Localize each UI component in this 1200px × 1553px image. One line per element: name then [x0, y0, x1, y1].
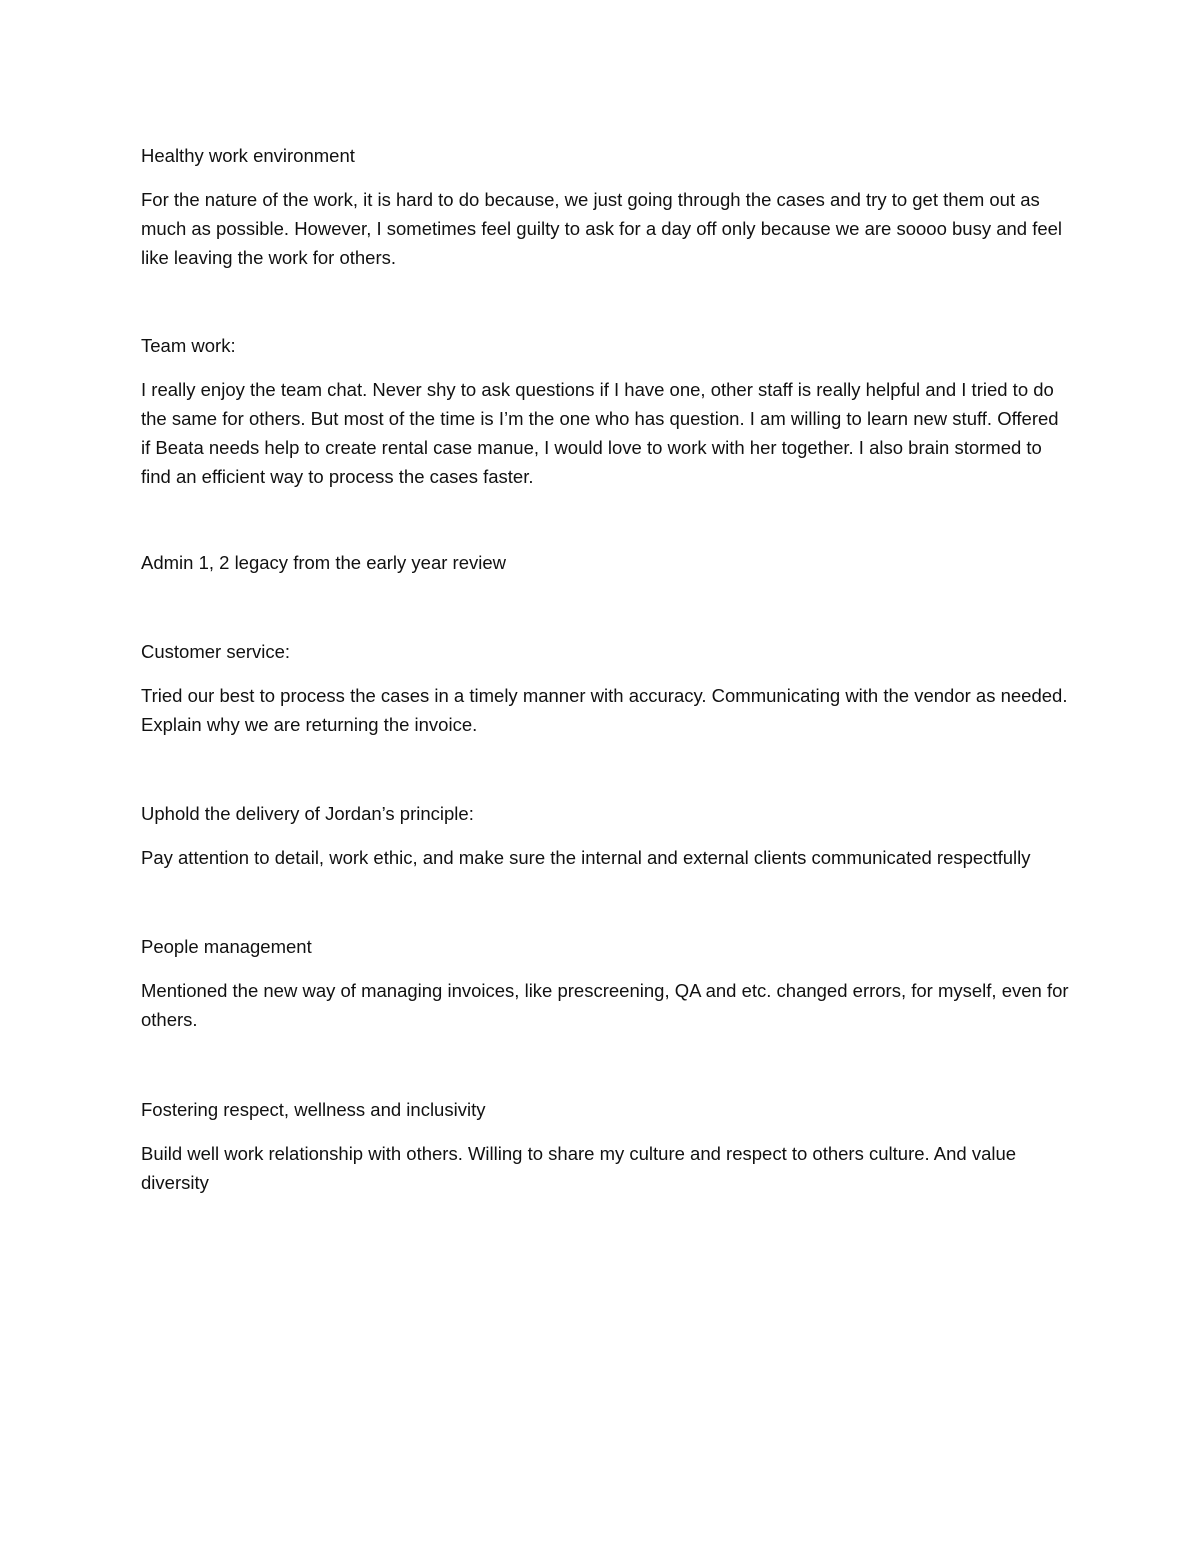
section-paragraph: I really enjoy the team chat. Never shy to ask questions if I have one, other staff is really helpful and I tried to do the same for others. But most of the time is I’m the one who has question. I am willing to learn new stuff. Offered if Beata needs help to create rental case manue, I would love to work with her together. I also brain stormed to find an efficient way to process the cases faster.	[141, 379, 1059, 487]
section-customer-service	[141, 637, 1069, 739]
section-heading: Admin 1, 2 legacy from the early year review	[141, 552, 507, 573]
section-paragraph: Tried our best to process the cases in a timely manner with accuracy. Communicating with the vendor as needed. Explain why we are returning the invoice.	[141, 685, 1068, 735]
section-admin	[141, 548, 1069, 577]
section-heading: Healthy work environment	[141, 145, 355, 166]
section-paragraph: Pay attention to detail, work ethic, and make sure the internal and external clients communicated respectfully	[141, 847, 1031, 868]
section-fostering-respect	[141, 1095, 1069, 1197]
section-team-work	[141, 331, 1069, 491]
section-heading: Fostering respect, wellness and inclusivity	[141, 1099, 486, 1120]
section-people-management	[141, 932, 1069, 1034]
section-paragraph: For the nature of the work, it is hard to do because, we just going through the cases and try to get them out as much as possible. However, I sometimes feel guilty to ask for a day off only because we are soooo busy and feel like leaving the work for others.	[141, 189, 1063, 268]
section-paragraph: Build well work relationship with others. Willing to share my culture and respect to others culture. And value diversity	[141, 1143, 1017, 1193]
section-heading: Customer service:	[141, 641, 291, 662]
section-paragraph: Mentioned the new way of managing invoices, like prescreening, QA and etc. changed errors, for myself, even for others.	[141, 980, 1069, 1030]
section-heading: Uphold the delivery of Jordan’s principle:	[141, 803, 474, 824]
document-body	[141, 141, 1069, 1197]
section-heading: People management	[141, 936, 312, 957]
section-uphold-principle	[141, 799, 1069, 872]
section-healthy-work-environment	[141, 141, 1069, 272]
section-heading: Team work:	[141, 335, 236, 356]
